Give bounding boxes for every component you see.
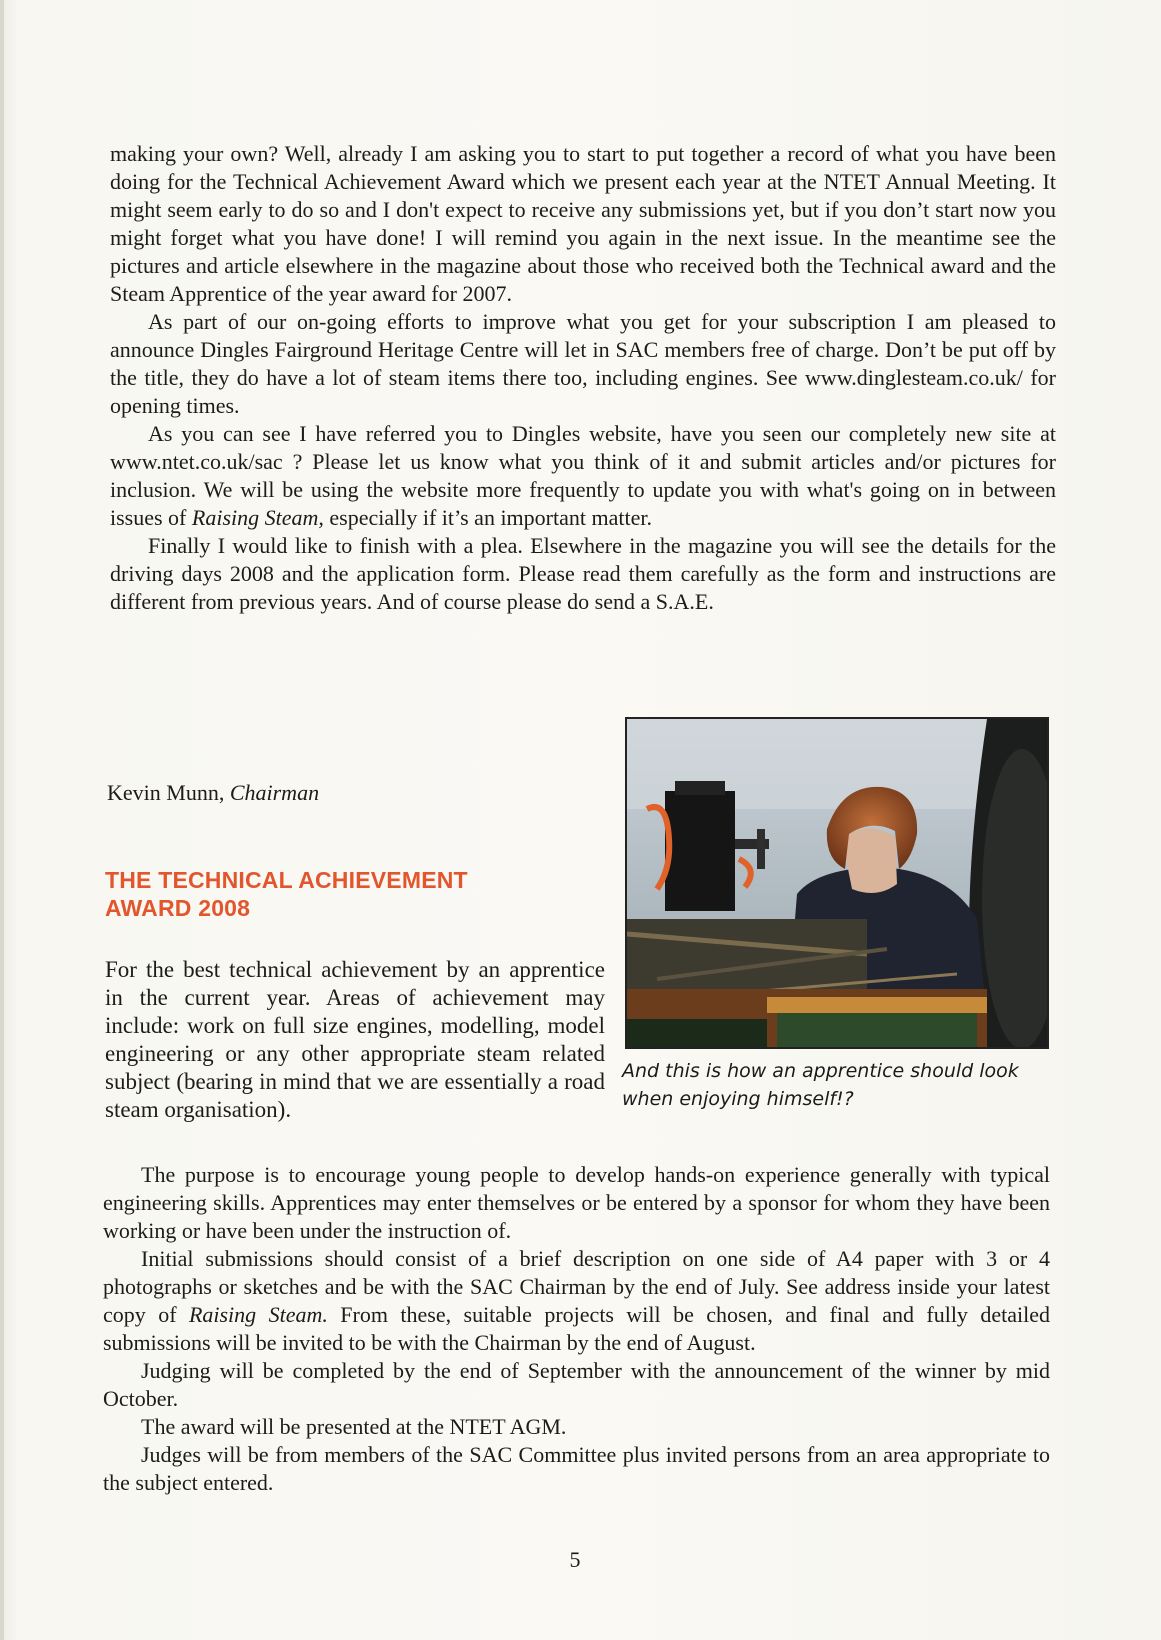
apprentice-photo <box>625 717 1049 1049</box>
signature <box>107 779 319 807</box>
page-number: 5 <box>569 1547 581 1572</box>
paragraph-award-reminder: making your own? Well, already I am asking you to start to put together a record of what you have been doing for the Technical Achievement Award which we present each year at the NTET Annual Meeting. It might seem early to do so and I don't expect to receive any submissions yet, but if you don’t start now you might forget what you have done! I will remind you again in the next issue. In the meantime see the pictures and article elsewhere in the magazine about those who received both the Technical award and the Steam Apprentice of the year award for 2007. <box>110 141 1056 306</box>
submissions-text-end: From these, suitable projects will be chosen, and final and fully detailed submissions will be invited to be with the Chairman by the end of August. <box>103 1302 1050 1355</box>
apprentice-photo-illustration <box>627 719 1047 1047</box>
page-spine-shadow <box>0 0 4 1640</box>
paragraph-presentation: The award will be presented at the NTET AGM. <box>141 1414 567 1439</box>
website-text-end: especially if it’s an important matter. <box>323 505 652 530</box>
section-heading-line-2: AWARD 2008 <box>105 895 251 921</box>
section-heading <box>105 866 535 922</box>
award-details-block <box>103 1161 1050 1497</box>
paragraph-submissions <box>103 1245 1050 1357</box>
paragraph-judging: Judging will be completed by the end of September with the announcement of the winner by mid October. <box>103 1358 1050 1411</box>
signature-name: Kevin Munn, <box>107 780 225 805</box>
paragraph-award-definition: For the best technical achievement by an apprentice in the current year. Areas of achievement may include: work on full size engines, modelling, model engineering or any other appropriate steam related subject (bearing in mind that we are essentially a road steam organisation). <box>105 957 605 1122</box>
paragraph-purpose: The purpose is to encourage young people to develop hands-on experience generally with typical engineering skills. Apprentices may enter themselves or be entered by a sponsor for whom they have been working or have been under the instruction of. <box>103 1162 1050 1243</box>
magazine-title-italic: Raising Steam. <box>188 1302 328 1327</box>
paragraph-judges: Judges will be from members of the SAC Committee plus invited persons from an area appropriate to the subject entered. <box>103 1442 1050 1495</box>
submissions-text-start: Initial submissions should consist of a brief description on one side of A4 paper with 3 or 4 photographs or sketches and be with the SAC Chairman by the end of July. See address inside your latest copy of <box>103 1246 1050 1327</box>
website-text-start: As you can see I have referred you to Dingles website, have you seen our completely new site at www.ntet.co.uk/sac ? Please let us know what you think of it and submit articles and/or pictures for inclusion. We will be using the website more frequently to update you with what's going on in between issues of <box>110 421 1056 530</box>
paragraph-website <box>110 420 1056 532</box>
paragraph-closing-plea: Finally I would like to finish with a plea. Elsewhere in the magazine you will see the details for the driving days 2008 and the application form. Please read them carefully as the form and instructions are different from previous years. And of course please do send a S.A.E. <box>110 533 1056 614</box>
magazine-title-italic: Raising Steam, <box>191 505 324 530</box>
section-heading-line-1: THE TECHNICAL ACHIEVEMENT <box>105 867 468 893</box>
signature-role: Chairman <box>229 780 320 805</box>
award-intro-column <box>105 956 605 1124</box>
paragraph-dingles-offer: As part of our on-going efforts to improve what you get for your subscription I am pleased to announce Dingles Fairground Heritage Centre will let in SAC members free of charge. Don’t be put off by the title, they do have a lot of steam items there too, including engines. See www.dinglesteam.co.uk/ for opening times. <box>110 309 1056 418</box>
intro-text-block <box>110 140 1056 616</box>
photo-caption: And this is how an apprentice should look when enjoying himself!? <box>622 1060 1019 1110</box>
